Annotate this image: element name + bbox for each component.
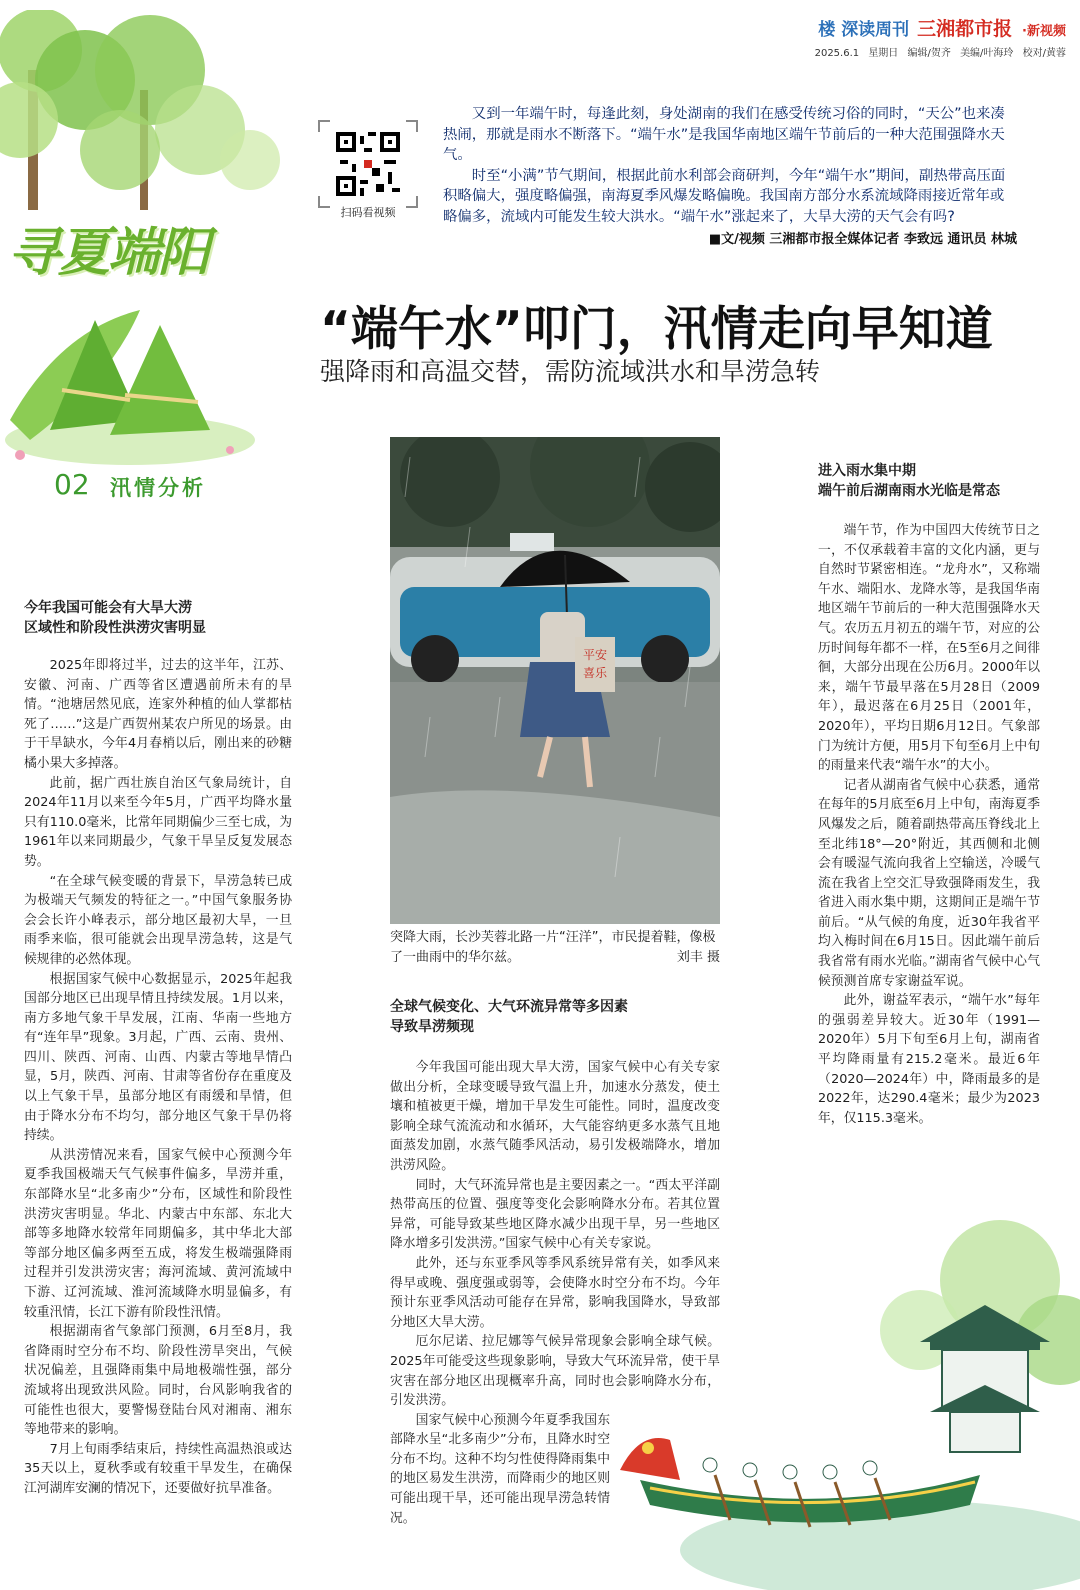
body-paragraph: 此外，还与东亚季风等季风系统异常有关，如季风来得早或晚、强度强或弱等，会使降水时空分布不均。今年预计东亚季风活动可能存在异常，影响我国降水，导致部分地区大旱大涝。 — [390, 1255, 720, 1330]
section1-heading-line2: 区域性和阶段性洪涝灾害明显 — [24, 620, 206, 636]
body-paragraph: “在全球气候变暖的背景下，旱涝急转已成为极端天气频发的特征之一。”中国气象服务协会会长许小峰表示，部分地区最初大旱，一旦雨季来临，很可能就会出现旱涝急转，这是气候规律的必然体现。 — [24, 873, 292, 967]
body-paragraph: 根据湖南省气象部门预测，6月至8月，我省降雨时空分布不均、阶段性涝旱突出，气候状况偏差，且强降雨集中局地极端性强，部分流域将出现致洪风险。同时，台风影响我省的可能性也很大，要警惕登陆台风对湘南、湘东等地带来的影响。 — [24, 1324, 292, 1438]
issue-weekday: 星期日 — [868, 48, 899, 59]
intro-block — [443, 104, 1017, 250]
section3-heading-line1: 进入雨水集中期 — [818, 463, 916, 479]
byline: ■文/视频 三湘都市报全媒体记者 李致远 通讯员 林城 — [708, 231, 1017, 247]
editor: 编辑/贺齐 — [907, 48, 951, 59]
body-paragraph: 从洪涝情况来看，国家气候中心预测今年夏季我国极端天气气候事件偏多，旱涝并重，东部降水呈“北多南少”分布，区域性和阶段性洪涝灾害明显。华北、内蒙古中东部、东北大部等多地降水较常年同期偏多，其中华北大部等部分地区偏多两至五成，将发生极端强降雨过程并引发洪涝灾害；海河流域、黄河流域中下游、辽河流域、淮河流域降水明显偏多，有较重汛情，长江下游有阶段性汛情。 — [24, 1147, 292, 1320]
body-paragraph: 记者从湖南省气候中心获悉，通常在每年的5月底至6月上中旬，南海夏季风爆发之后，随着副热带高压脊线北上至北纬18°—20°附近，其西侧和北侧会有暖湿气流向我省上空输送，冷暖气流在我省上空交汇导致强降雨发生，我省进入雨水集中期，这期间正是端午节前后。“从气候的角度，近30年我省平均入梅时间在6月15日。因此端午前后我省常有雨水光临。”湖南省气候中心气候预测首席专家谢益军说。 — [818, 777, 1040, 989]
section1-heading-line1: 今年我国可能会有大旱大涝 — [24, 600, 192, 616]
headline: “端午水”叩门，汛情走向早知道 — [320, 302, 993, 357]
qr-pattern-icon — [336, 132, 400, 196]
intro-paragraph: 时至“小满”节气期间，根据此前水利部会商研判，今年“端午水”期间，副热带高压面积略偏大，强度略偏强，南海夏季风爆发略偏晚。我国南方部分水系流域降雨接近常年或略偏多，流域内可能发生较大洪水。“端午水”涨起来了，大旱大涝的天气会有吗? — [443, 167, 1006, 225]
body-paragraph: 此外，谢益军表示，“端午水”每年的强弱差异较大。近30年（1991—2020年）5月下旬至6月上旬，湖南省平均降雨量有215.2毫米。最近6年（2020—2024年）中，降雨最多的是2022年，达290.4毫米；最少为2023年，仅115.3毫米。 — [818, 993, 1040, 1126]
bag-text-bottom: 喜乐 — [582, 666, 608, 680]
dragon-boat-illustration — [600, 1220, 1080, 1590]
section1-body — [24, 656, 292, 1499]
body-paragraph: 2025年即将过半，过去的这半年，江苏、安徽、河南、广西等省区遭遇前所未有的旱情。“池塘居然见底，连家外种植的仙人掌都枯死了……”这是广西贺州某农户所见的场景。由于干旱缺水，今年4月春梢以后，刚出来的砂糖橘小果大多掉落。 — [24, 658, 292, 771]
section-number: 02 — [54, 468, 90, 501]
intro-paragraph: 又到一年端午时，每逢此刻，身处湖南的我们在感受传统习俗的同时，“天公”也来凑热闹，那就是雨水不断落下。“端午水”是我国华南地区端午节前后的一种大范围强降水天气。 — [443, 106, 1005, 164]
subheadline: 强降雨和高温交替，需防流域洪水和旱涝急转 — [320, 357, 821, 386]
banner-title: 寻夏端阳 — [8, 222, 209, 283]
brand-name: 三湘都市报 — [917, 18, 1013, 40]
qr-corner — [318, 120, 330, 132]
body-paragraph: 国家气候中心预测今年夏季我国东部降水呈“北多南少”分布，且降水时空分布不均。这种不均匀性使得降雨集中的地区易发生洪涝，而降雨少的地区则可能出现干旱，还可能出现旱涝急转情况。 — [390, 1412, 610, 1526]
body-paragraph: 厄尔尼诺、拉尼娜等气候异常现象会影响全球气候。2025年可能受这些现象影响，导致大气环流异常，使干旱灾害在部分地区出现概率升高，同时也会影响降水分布，引发洪涝。 — [390, 1334, 720, 1409]
body-paragraph: 此前，据广西壮族自治区气象局统计，自2024年11月以来至今年5月，广西平均降水量只有110.0毫米，比常年同期偏少三至七成，为1961年以来同期最少，气象干旱呈反复发展态势。 — [24, 775, 292, 869]
photo-caption: 突降大雨，长沙芙蓉北路一片“汪洋”，市民提着鞋，像极了一曲雨中的华尔兹。 — [390, 930, 716, 965]
body-paragraph: 今年我国可能出现大旱大涝，国家气候中心有关专家做出分析，全球变暖导致气温上升，加速水分蒸发，使土壤和植被更干燥，增加干旱发生可能性。同时，温度改变影响全球气流流动和水循环，大气能容纳更多水蒸气且地面蒸发加剧，水蒸气随季风活动，易引发极端降水，增加洪涝风险。 — [390, 1060, 720, 1173]
section1-heading — [24, 598, 292, 638]
photo-credit: 刘丰 摄 — [676, 950, 720, 965]
section2-heading-line2: 导致旱涝频现 — [390, 1019, 474, 1035]
ping-label: ·新视频 — [1022, 24, 1066, 39]
masthead — [809, 14, 1066, 59]
tree-illustration — [0, 10, 330, 210]
qr-label: 扫码看视频 — [340, 206, 396, 219]
section3-heading-line2: 端午前后湖南雨水光临是常态 — [818, 483, 1000, 499]
section-name: 汛情分析 — [110, 476, 206, 500]
issue-date: 2025.6.1 — [814, 48, 860, 59]
section-prefix: 楼 — [818, 20, 836, 40]
body-paragraph: 7月上旬雨季结束后，持续性高温热浪或达35天以上，夏秋季或有较重干旱发生，在确保江河湖库安澜的情况下，还要做好抗旱准备。 — [24, 1441, 292, 1496]
photo-caption-block — [390, 928, 720, 968]
column-name: 深读周刊 — [841, 20, 910, 40]
section3-heading — [818, 461, 1048, 501]
body-paragraph: 同时，大气环流异常也是主要因素之一。“西太平洋副热带高压的位置、强度等变化会影响降水分布。若其位置异常，可能导致某些地区降水减少出现干旱，另一些地区降水增多引发洪涝。”国家气候中心有关专家说。 — [390, 1177, 720, 1252]
section2-heading — [390, 997, 720, 1037]
bag-text-top: 平安 — [582, 648, 608, 662]
body-paragraph: 端午节，作为中国四大传统节日之一，不仅承载着丰富的文化内涵，更与自然时节紧密相连。“龙舟水”，又称端午水、端阳水、龙降水等，是我国华南地区端午节前后的一种大范围强降水天气。农历五月初五的端午节，对应的公历时间每年都不一样，在5至6月之间徘徊，大部分出现在公历6月。2000年以来，端午节最早落在5月28日（2009年），最迟落在6月25日（2001年，2020年），平均日期6月12日。气象部门为统计方便，用5月下旬至6月上中旬的雨量来代表“端午水”的大小。 — [818, 523, 1040, 774]
body-paragraph: 根据国家气候中心数据显示，2025年起我国部分地区已出现旱情且持续发展。1月以来，南方多地气象干旱发展，江南、华南一些地方有“连年旱”现象。3月起，广西、云南、贵州、四川、陕西、河南、山西、内蒙古等地旱情凸显，5月，陕西、河南、甘肃等省份存在重度及以上气象干旱，虽部分地区有雨缓和旱情，但由于降水分布不均匀，部分地区气象干旱仍将持续。 — [24, 971, 292, 1144]
zongzi-illustration — [0, 270, 260, 470]
rain-photo — [390, 437, 720, 924]
qr-corner — [406, 120, 418, 132]
section3-body — [818, 521, 1040, 1128]
designer: 美编/叶海玲 — [960, 48, 1014, 59]
section2-heading-line1: 全球气候变化、大气环流异常等多因素 — [390, 999, 628, 1015]
proofreader: 校对/黄蓉 — [1022, 48, 1066, 59]
